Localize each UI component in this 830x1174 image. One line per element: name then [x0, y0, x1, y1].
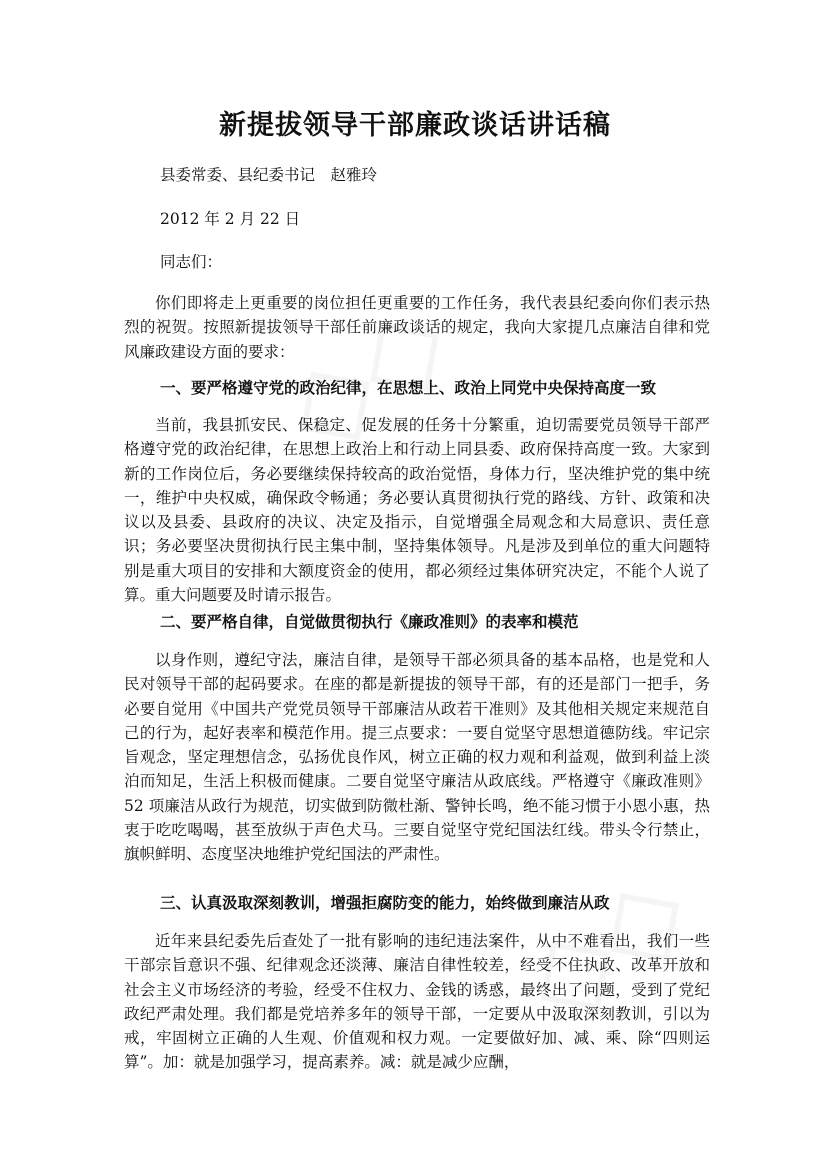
intro-paragraph: 你们即将走上更重要的岗位担任更重要的工作任务，我代表县纪委向你们表示热烈的祝贺。按照新提拔领导干部任前廉政谈话的规定，我向大家提几点廉洁自律和党风廉政建设方面的要求：	[124, 294, 710, 361]
section-heading-3: 三、认真汲取深刻教训，增强拒腐防变的能力，始终做到廉洁从政	[160, 893, 610, 912]
section-body-1: 当前，我县抓安民、保稳定、促发展的任务十分繁重，迫切需要党员领导干部严格遵守党的政治纪律，在思想上政治上和行动上同县委、政府保持高度一致。大家到新的工作岗位后，务必要继续保持较高的政治觉悟，身体力行，坚决维护党的集中统一，维护中央权威，确保政令畅通；务必要认真贯彻执行党的路线、方针、政策和决议以及县委、县政府的决议、决定及指示，自觉增强全局观念和大局意识、责任意识；务必要坚决贯彻执行民主集中制，坚持集体领导。凡是涉及到单位的重大问题特别是重大项目的安排和大额度资金的使用，都必须经过集体研究决定，不能个人说了算。重大问题要及时请示报告。	[124, 416, 710, 605]
document-title: 新提拔领导干部廉政谈话讲话稿	[219, 110, 611, 141]
section-body-3: 近年来县纪委先后查处了一批有影响的违纪违法案件，从中不难看出，我们一些干部宗旨意识不强、纪律观念还淡薄、廉洁自律性较差，经受不住执政、改革开放和社会主义市场经济的考验，经受不住权力、金钱的诱惑，最终出了问题，受到了党纪政纪严肃处理。我们都是党培养多年的领导干部，一定要从中汲取深刻教训，引以为戒，牢固树立正确的人生观、价值观和权力观。一定要做好加、减、乘、除“四则运算”。加：就是加强学习，提高素养。减：就是减少应酬，	[124, 932, 710, 1072]
section-body-2: 以身作则，遵纪守法，廉洁自律，是领导干部必须具备的基本品格，也是党和人民对领导干部的起码要求。在座的都是新提拔的领导干部，有的还是部门一把手，务必要自觉用《中国共产党党员领导干部廉洁从政若干准则》及其他相关规定来规范自己的行为，起好表率和模范作用。提三点要求：一要自觉坚守思想道德防线。牢记宗旨观念，坚定理想信念，弘扬优良作风，树立正确的权力观和利益观，做到利益上淡泊而知足，生活上积极而健康。二要自觉坚守廉洁从政底线。严格遵守《廉政准则》52 项廉洁从政行为规范，切实做到防微杜渐、警钟长鸣，绝不能习惯于小恩小惠，热衷于吃吃喝喝，甚至放纵于声色犬马。三要自觉坚守党纪国法红线。带头令行禁止，旗帜鲜明、态度坚决地维护党纪国法的严肃性。	[124, 651, 710, 864]
document-date: 2012 年 2 月 22 日	[160, 210, 301, 228]
author-line: 县委常委、县纪委书记 赵雅玲	[160, 166, 378, 184]
section-heading-1: 一、要严格遵守党的政治纪律，在思想上、政治上同党中央保持高度一致	[160, 378, 657, 397]
section-heading-2: 二、要严格自律，自觉做贯彻执行《廉政准则》的表率和模范	[160, 612, 579, 631]
salutation: 同志们：	[160, 253, 223, 271]
